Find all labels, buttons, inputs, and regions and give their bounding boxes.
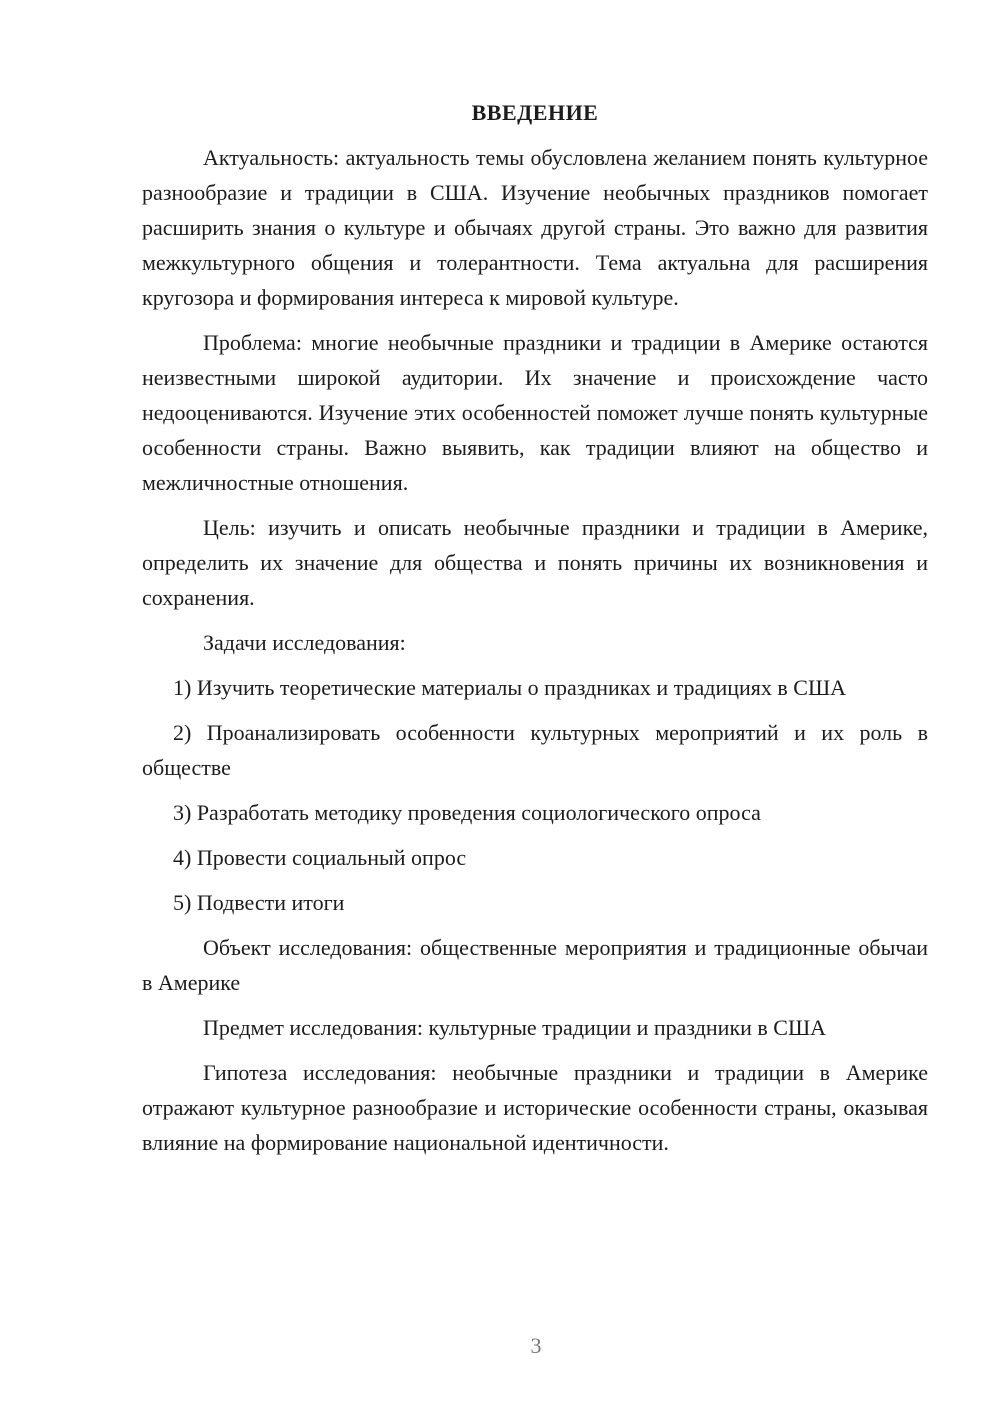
paragraph-problem: Проблема: многие необычные праздники и традиции в Америке остаются неизвестными широкой аудитории. Их значение и происхождение часто недооцениваются. Изучение этих особенностей поможет лучше понять культурные особенности страны. Важно выявить, как традиции влияют на общество и межличностные отношения.	[142, 330, 928, 495]
page-number: 3	[530, 1333, 542, 1358]
list-item: 4) Провести социальный опрос	[173, 845, 467, 870]
list-item: 1) Изучить теоретические материалы о праздниках и традициях в США	[173, 675, 847, 700]
paragraph-hypothesis: Гипотеза исследования: необычные праздники и традиции в Америке отражают культурное разнообразие и исторические особенности страны, оказывая влияние на формирование национальной идентичности.	[142, 1060, 928, 1155]
document-page	[142, 95, 928, 1170]
list-item: 2) Проанализировать особенности культурных мероприятий и их роль в обществе	[142, 720, 928, 780]
page-footer	[0, 1333, 1000, 1359]
paragraph-object: Объект исследования: общественные мероприятия и традиционные обычаи в Америке	[142, 935, 928, 995]
list-item: 3) Разработать методику проведения социологического опроса	[173, 800, 761, 825]
tasks-list	[142, 670, 928, 920]
document-title: ВВЕДЕНИЕ	[471, 100, 599, 125]
tasks-heading: Задачи исследования:	[203, 630, 406, 655]
list-item: 5) Подвести итоги	[173, 890, 345, 915]
paragraph-subject: Предмет исследования: культурные традиции и праздники в США	[203, 1015, 827, 1040]
paragraph-goal: Цель: изучить и описать необычные праздники и традиции в Америке, определить их значение для общества и понять причины их возникновения и сохранения.	[142, 515, 928, 610]
paragraph-relevance: Актуальность: актуальность темы обусловлена желанием понять культурное разнообразие и традиции в США. Изучение необычных праздников помогает расширить знания о культуре и обычаях другой страны. Это важно для развития межкультурного общения и толерантности. Тема актуальна для расширения кругозора и формирования интереса к мировой культуре.	[142, 145, 928, 310]
